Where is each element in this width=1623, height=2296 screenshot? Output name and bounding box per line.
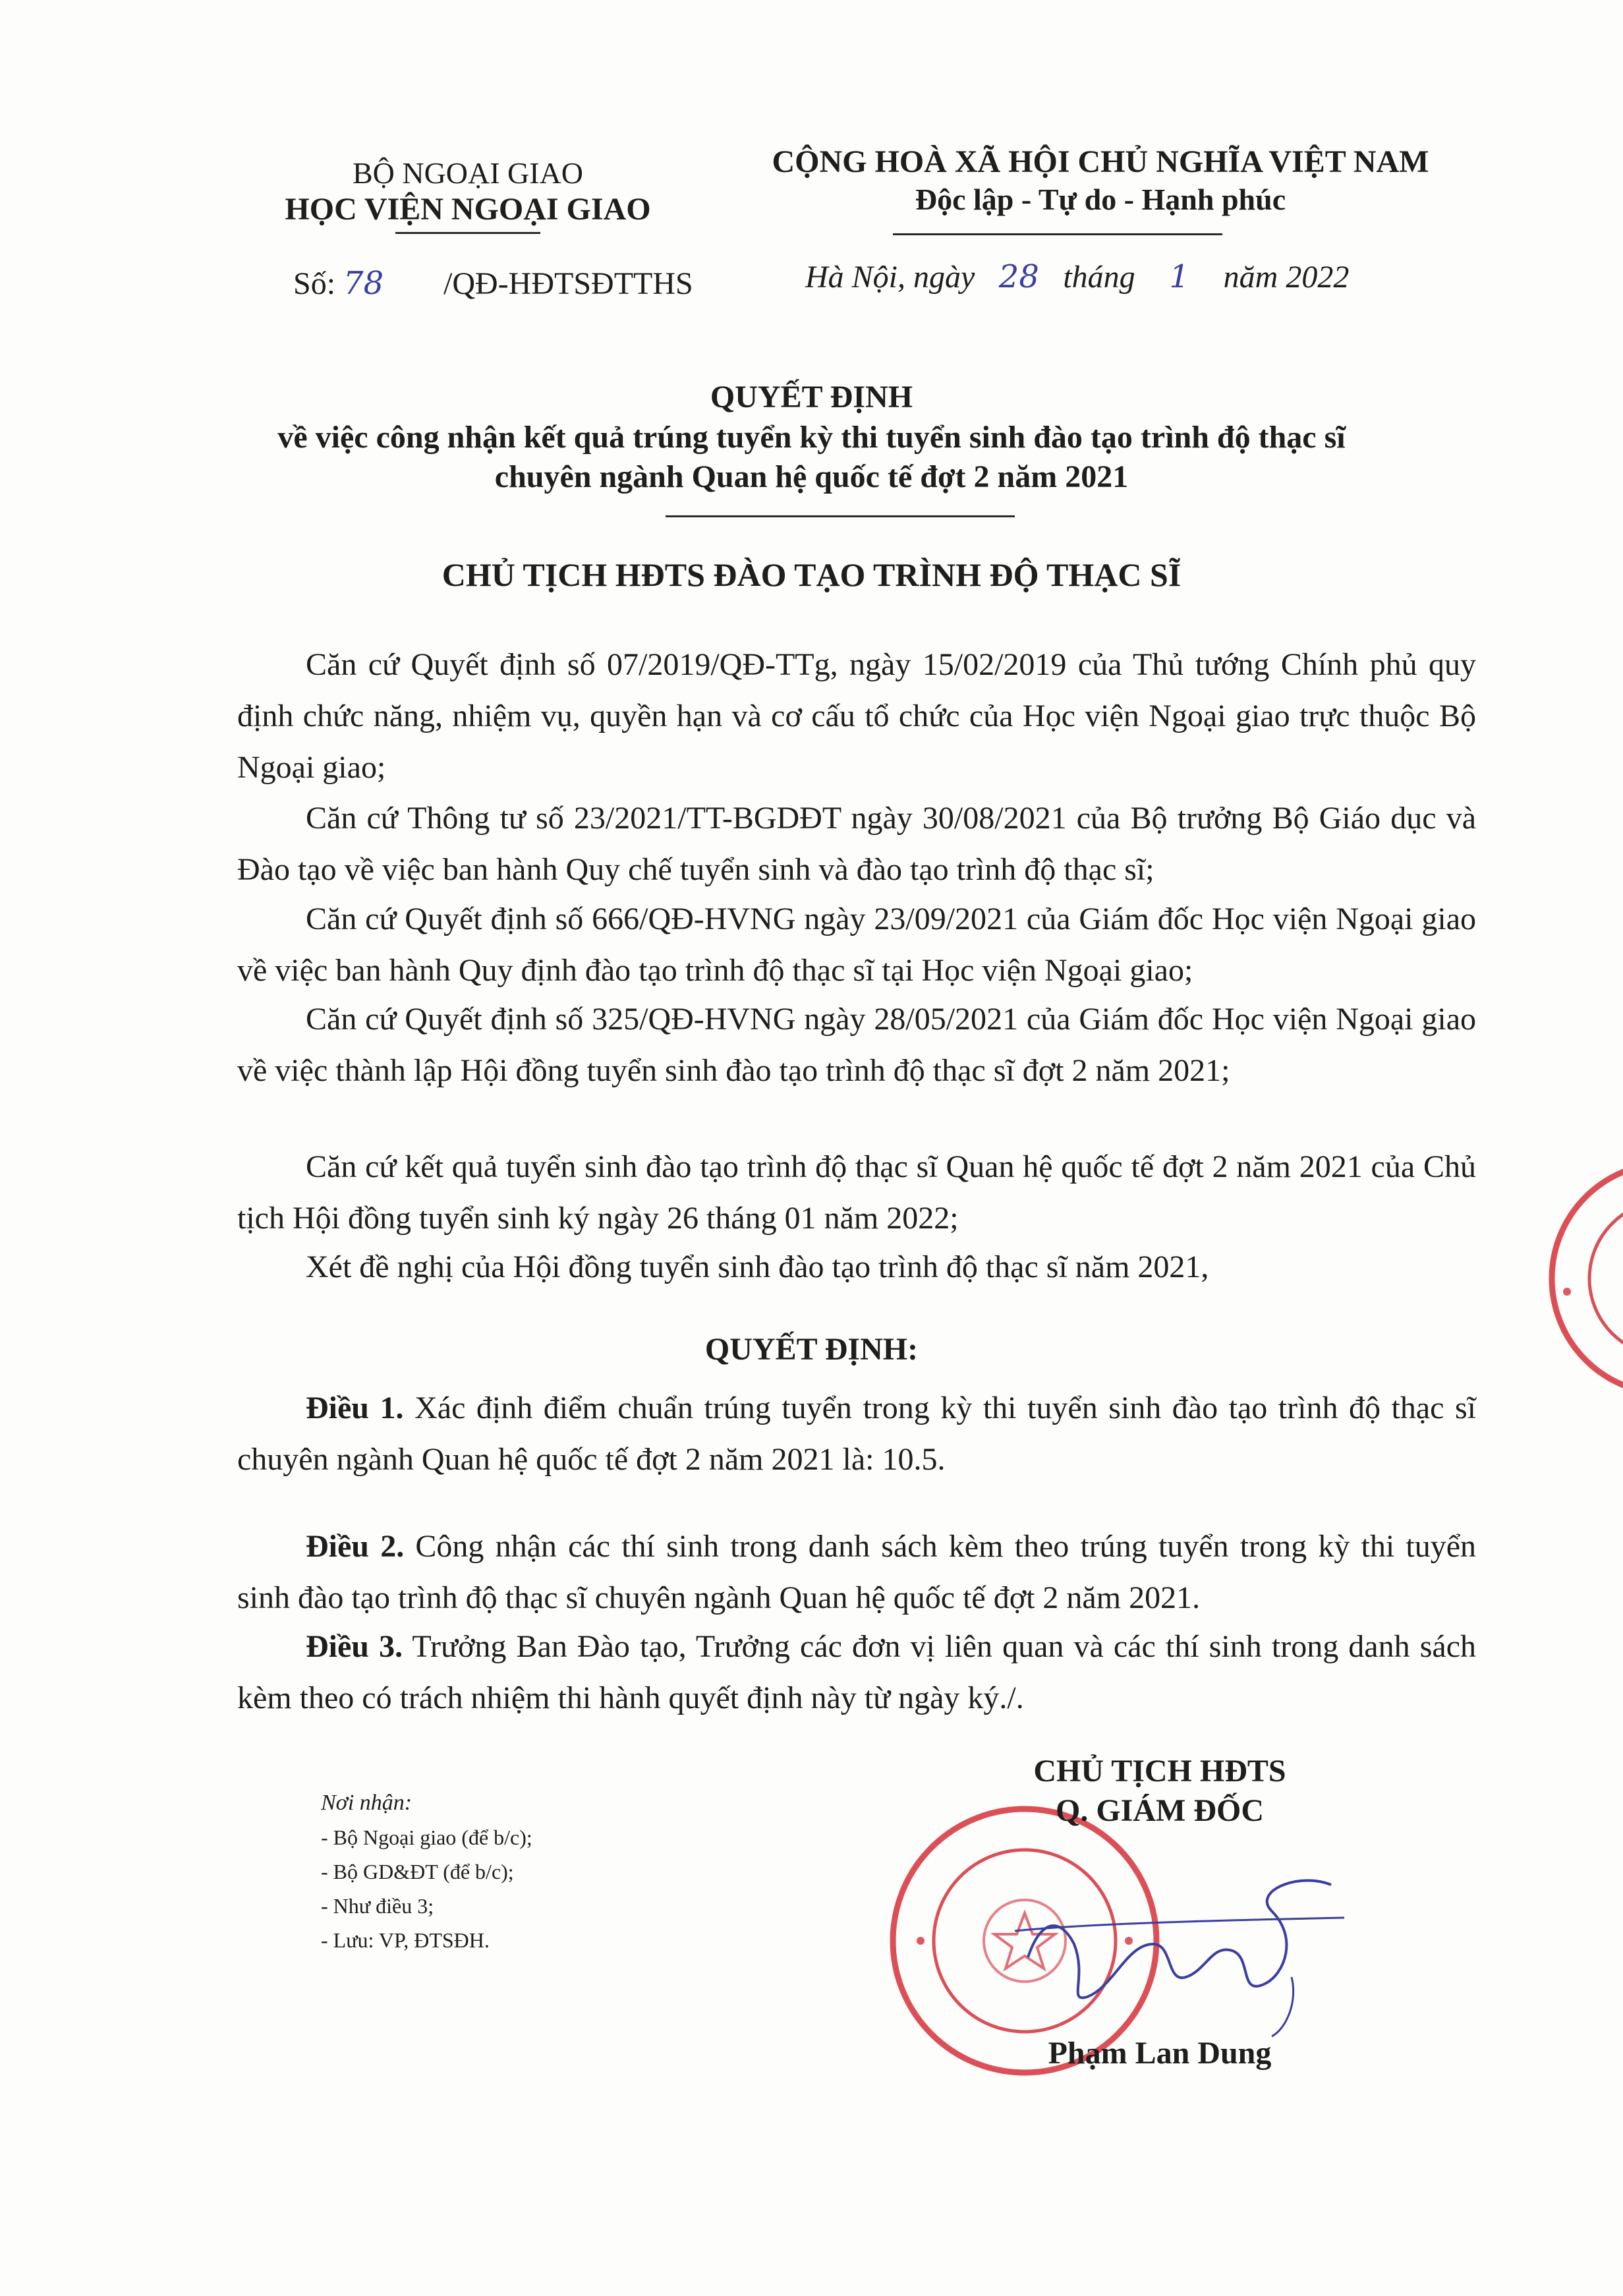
legal-basis-6: Xét đề nghị của Hội đồng tuyển sinh đào tạo trình độ thạc sĩ năm 2021, (306, 1249, 1209, 1284)
decision-heading: QUYẾT ĐỊNH: (704, 1332, 919, 1367)
recipient-item: - Lưu: VP, ĐTSĐH. (321, 1928, 490, 1952)
date-month-label: tháng (1063, 260, 1135, 295)
article-2-label: Điều 2. (306, 1529, 405, 1564)
national-motto: Độc lập - Tự do - Hạnh phúc (915, 183, 1286, 216)
signer-title-2: Q. GIÁM ĐỐC (1056, 1793, 1264, 1828)
legal-basis-3: Căn cứ Quyết định số 666/QĐ-HVNG ngày 23/09/2021 của Giám đốc Học viện Ngoại giao về việc ban hành Quy định đào tạo trình độ thạc sĩ tại Học viện Ngoại giao; (237, 902, 1476, 988)
legal-basis-2: Căn cứ Thông tư số 23/2021/TT-BGDĐT ngày 30/08/2021 của Bộ trưởng Bộ Giáo dục và Đào tạo về việc ban hành Quy chế tuyển sinh và đào tạo trình độ thạc sĩ; (237, 801, 1476, 887)
document-subject-line2: chuyên ngành Quan hệ quốc tế đợt 2 năm 2021 (494, 459, 1129, 494)
recipients-heading: Nơi nhận: (321, 1791, 413, 1815)
recipients-block (321, 1786, 532, 1957)
title-underline (666, 515, 1015, 517)
article-3: Điều 3. Trưởng Ban Đào tạo, Trưởng các đơn vị liên quan và các thí sinh trong danh sách kèm theo có trách nhiệm thi hành quyết định này từ ngày ký./. (237, 1629, 1477, 1715)
date-day: 28 (998, 258, 1039, 295)
legal-basis-4: Căn cứ Quyết định số 325/QĐ-HVNG ngày 28/05/2021 của Giám đốc Học viện Ngoại giao về việc thành lập Hội đồng tuyển sinh đào tạo trình độ thạc sĩ đợt 2 năm 2021; (237, 1002, 1476, 1088)
national-name: CỘNG HOÀ XÃ HỘI CHỦ NGHĨA VIỆT NAM (772, 144, 1429, 179)
date-year: năm 2022 (1223, 260, 1350, 295)
article-2: Điều 2. Công nhận các thí sinh trong danh sách kèm theo trúng tuyển trong kỳ thi tuyển sinh đào tạo trình độ thạc sĩ chuyên ngành Quan hệ quốc tế đợt 2 năm 2021. (237, 1529, 1477, 1615)
handwritten-signature (988, 1845, 1357, 2043)
institution-name: HỌC VIỆN NGOẠI GIAO (285, 192, 651, 227)
motto-underline (893, 233, 1222, 235)
ministry-name: BỘ NGOẠI GIAO (352, 156, 584, 190)
article-3-label: Điều 3. (306, 1629, 403, 1664)
institution-underline (395, 232, 540, 234)
number-handwritten: 78 (343, 265, 384, 302)
signer-name: Phạm Lan Dung (1048, 2036, 1272, 2071)
legal-basis-5: Căn cứ kết quả tuyển sinh đào tạo trình độ thạc sĩ Quan hệ quốc tế đợt 2 năm 2021 của Chủ tịch Hội đồng tuyển sinh ký ngày 26 tháng 01 năm 2022; (237, 1149, 1476, 1236)
recipient-item: - Bộ GD&ĐT (để b/c); (321, 1860, 514, 1883)
signer-title-1: CHỦ TỊCH HĐTS (1033, 1754, 1286, 1789)
article-1: Điều 1. Xác định điểm chuẩn trúng tuyển trong kỳ thi tuyển sinh đào tạo trình độ thạc sĩ chuyên ngành Quan hệ quốc tế đợt 2 năm 2021 là: 10.5. (237, 1391, 1477, 1477)
number-prefix: Số: (293, 266, 336, 301)
issuing-authority: CHỦ TỊCH HĐTS ĐÀO TẠO TRÌNH ĐỘ THẠC SĨ (441, 556, 1182, 593)
partial-seal (1529, 1160, 1623, 1397)
recipient-item: - Bộ Ngoại giao (để b/c); (321, 1825, 532, 1849)
recipient-item: - Như điều 3; (321, 1894, 434, 1918)
document-number (293, 265, 693, 302)
number-suffix: /QĐ-HĐTSĐTTHS (443, 266, 693, 301)
document-subject-line1: về việc công nhận kết quả trúng tuyển kỳ thi tuyển sinh đào tạo trình độ thạc sĩ (277, 420, 1346, 455)
date-place: Hà Nội, ngày (805, 260, 975, 295)
document-date (805, 258, 1349, 295)
document-title: QUYẾT ĐỊNH (710, 380, 913, 415)
date-month: 1 (1169, 258, 1189, 295)
legal-basis-1: Căn cứ Quyết định số 07/2019/QĐ-TTg, ngày 15/02/2019 của Thủ tướng Chính phủ quy định chức năng, nhiệm vụ, quyền hạn và cơ cấu tổ chức của Học viện Ngoại giao trực thuộc Bộ Ngoại giao; (237, 647, 1476, 785)
article-1-label: Điều 1. (306, 1391, 404, 1425)
